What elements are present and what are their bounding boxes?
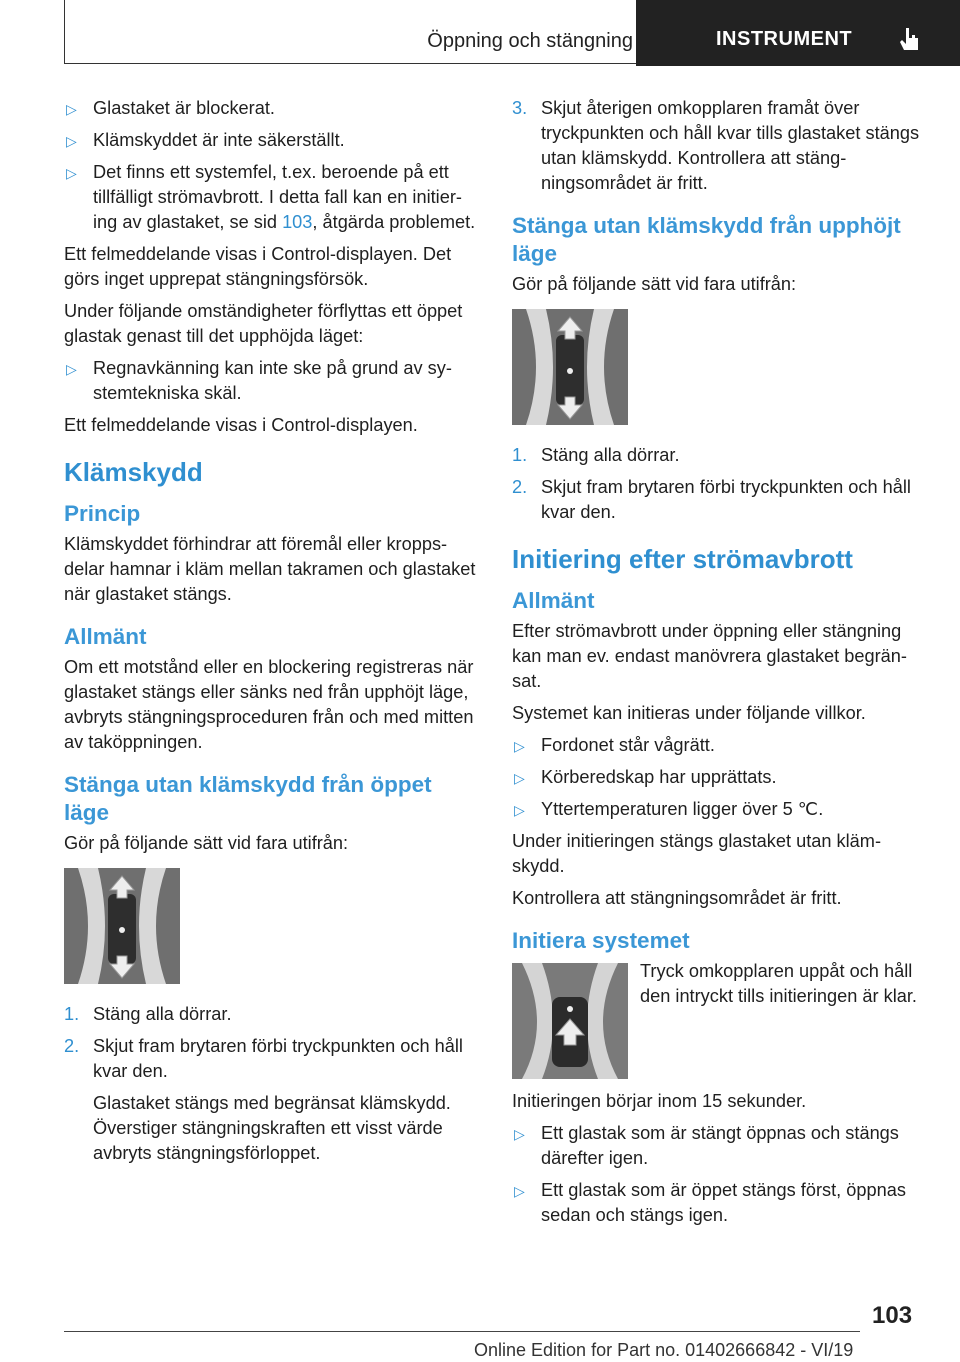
subsection-heading: Allmänt [512, 588, 595, 613]
paragraph: Under följande omständigheter förflyttas ett öppet glastak genast till det upphöjda läget: [64, 301, 463, 346]
bullet-list [64, 96, 476, 235]
paragraph: Om ett motstånd eller en blockering registreras när glastaket stängs eller sänks ned från upphöjt läge, avbryts stängningsproceduren från och med mitten av taköppningen. [64, 657, 474, 752]
list-item: ▷ Yttertemperaturen ligger över 5 ℃. [512, 797, 924, 822]
list-item: ▷ Ett glastak som är stängt öppnas och stängs därefter igen. [514, 1123, 899, 1168]
triangle-bullet-icon: ▷ [514, 802, 525, 818]
paragraph: Efter strömavbrott under öppning eller stängning kan man ev. endast manövrera glastaket begränsat. [512, 621, 907, 691]
triangle-bullet-icon: ▷ [66, 133, 77, 149]
hand-pointer-icon [894, 24, 924, 54]
roof-switch-illustration [512, 309, 628, 425]
list-item: ▷ Klämskyddet är inte säkerställt. [64, 128, 476, 153]
right-column [512, 96, 924, 1235]
page-header [64, 0, 960, 66]
triangle-bullet-icon: ▷ [514, 770, 525, 786]
page-number: 103 [872, 1302, 913, 1329]
paragraph: Tryck omkopplaren uppåt och håll den intryckt tills initieringen är klar. [640, 961, 917, 1006]
subsection-heading: Princip [64, 501, 141, 526]
list-item: 2. Skjut fram brytaren förbi tryckpunkten och håll kvar den. [64, 1036, 463, 1081]
list-item: ▷ Ett glastak som är öppet stängs först, öppnas sedan och stängs igen. [514, 1180, 906, 1225]
roof-switch-up-illustration [512, 963, 628, 1079]
section-title: Öppning och stängning [427, 30, 633, 52]
bullet-list [512, 733, 924, 822]
triangle-bullet-icon: ▷ [66, 165, 77, 181]
list-item: ▷ Körberedskap har upprättats. [512, 765, 924, 790]
edition-footer: Online Edition for Part no. 01402666842 - VI/19 [474, 1340, 854, 1360]
roof-switch-illustration [64, 868, 180, 984]
paragraph: Under initieringen stängs glastaket utan klämskydd. [512, 831, 882, 876]
triangle-bullet-icon: ▷ [66, 101, 77, 117]
list-item: 3. Skjut återigen omkopplaren framåt över tryckpunkten och håll kvar tills glastaket stängs utan klämskydd. Kontrollera att stängningsområdet är fritt. [512, 98, 920, 193]
list-item: 2. Skjut fram brytaren förbi tryckpunkten och håll kvar den. [512, 477, 911, 522]
list-item: ▷ Det finns ett systemfel, t.ex. beroende på ett tillfälligt strömavbrott. I detta fall kan en initiering av glastaket, se sid 103, åtgärda problemet. [66, 162, 476, 232]
subsection-heading: Allmänt [64, 624, 147, 649]
section-heading: Klämskydd [64, 457, 203, 487]
paragraph: Gör på följande sätt vid fara utifrån: [64, 833, 349, 853]
chapter-tab[interactable] [636, 0, 960, 66]
triangle-bullet-icon: ▷ [514, 1183, 525, 1199]
numbered-list [512, 96, 924, 196]
paragraph: Glastaket stängs med begränsat klämskydd. Överstiger stängningskraften ett visst värde avbryts stängningsförloppet. [93, 1093, 451, 1163]
triangle-bullet-icon: ▷ [514, 1126, 525, 1142]
paragraph: Gör på följande sätt vid fara utifrån: [512, 274, 797, 294]
list-item: ▷ Glastaket är blockerat. [64, 96, 476, 121]
list-item: ▷ Fordonet står vågrätt. [512, 733, 924, 758]
paragraph: Initieringen börjar inom 15 sekunder. [512, 1091, 807, 1111]
subsection-heading: Initiera systemet [512, 928, 690, 953]
page-reference-link[interactable]: 103 [282, 212, 313, 232]
paragraph: Ett felmeddelande visas i Control-displayen. [64, 415, 418, 435]
paragraph: Kontrollera att stängningsområdet är fritt. [512, 888, 842, 908]
numbered-list [512, 443, 924, 525]
subsection-heading: Stänga utan klämskydd från öppet läge [64, 772, 432, 825]
subsection-heading: Stänga utan klämskydd från upphöjt läge [512, 213, 901, 266]
paragraph: Systemet kan initieras under följande villkor. [512, 703, 866, 723]
bullet-list [512, 1121, 924, 1228]
triangle-bullet-icon: ▷ [514, 738, 525, 754]
footer-divider [64, 1331, 860, 1332]
paragraph: Klämskyddet förhindrar att föremål eller kroppsdelar hamnar i kläm mellan takramen och glastaket när glastaket stängs. [64, 534, 476, 604]
section-heading: Initiering efter strömavbrott [512, 544, 853, 574]
list-item: 1. Stäng alla dörrar. [512, 445, 680, 465]
section-header-box [64, 0, 648, 64]
list-item: ▷ Regnavkänning kan inte ske på grund av systemtekniska skäl. [66, 358, 452, 403]
triangle-bullet-icon: ▷ [66, 361, 77, 377]
list-item: 1. Stäng alla dörrar. [64, 1004, 232, 1024]
bullet-list [64, 356, 476, 406]
numbered-list [64, 1002, 476, 1084]
chapter-tab-label: INSTRUMENT [716, 28, 853, 50]
paragraph: Ett felmeddelande visas i Control-displayen. Det görs inget upprepat stängningsförsök. [64, 244, 452, 289]
left-column [64, 96, 476, 1173]
